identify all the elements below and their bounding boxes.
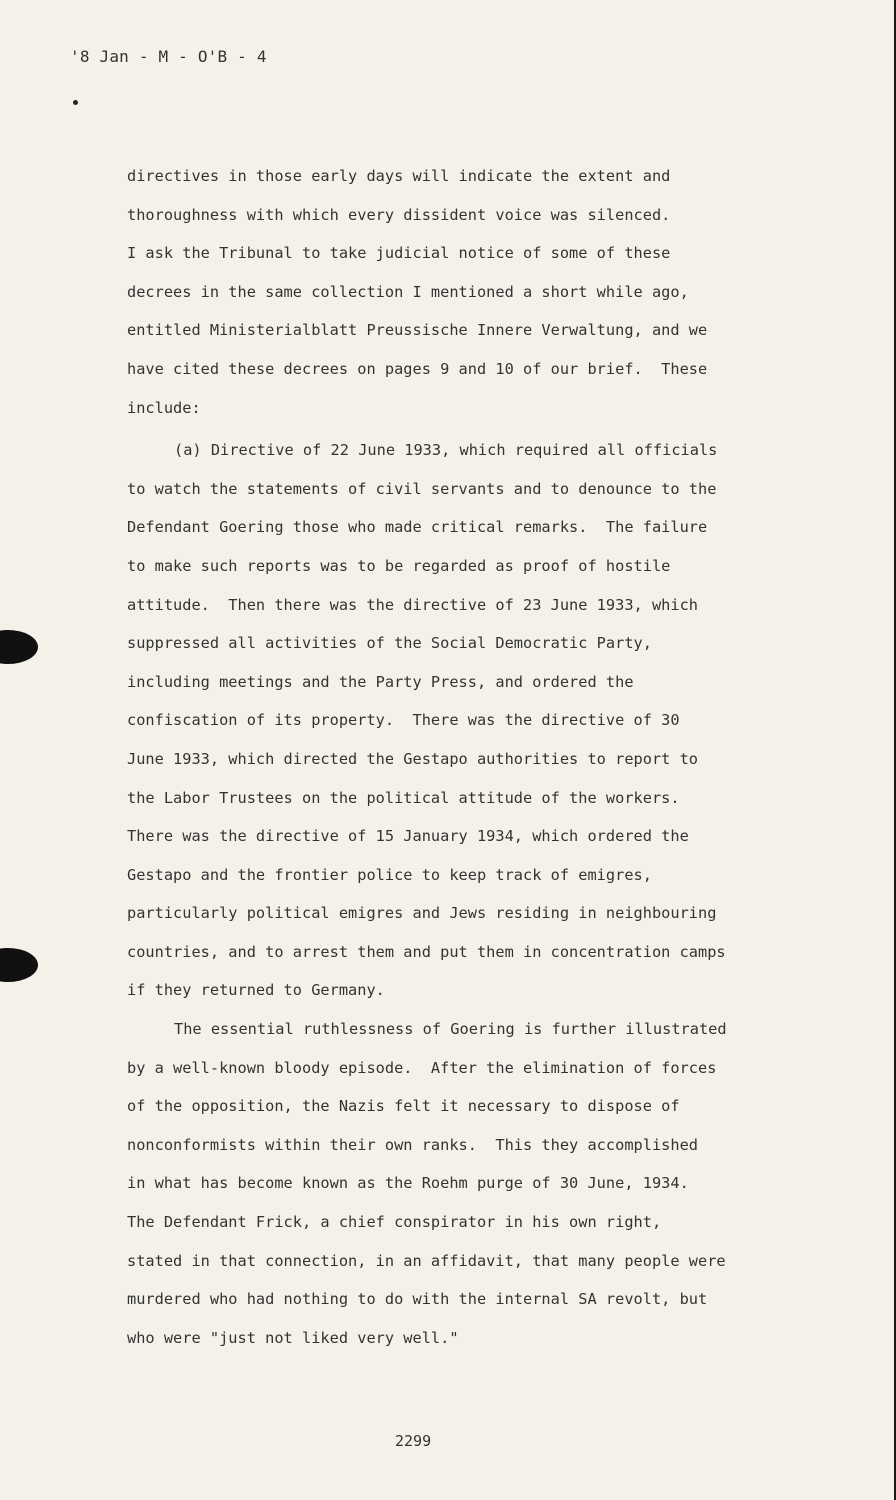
text-line: particularly political emigres and Jews residing in neighbouring bbox=[127, 904, 717, 923]
text-line: attitude. Then there was the directive of 23 June 1933, which bbox=[127, 595, 698, 614]
punch-hole-bottom bbox=[0, 948, 38, 982]
text-line: the Labor Trustees on the political attitude of the workers. bbox=[127, 788, 680, 807]
text-line: nonconformists within their own ranks. This they accomplished bbox=[127, 1135, 698, 1154]
text-line: I ask the Tribunal to take judicial notice of some of these bbox=[127, 244, 671, 263]
text-line: murdered who had nothing to do with the internal SA revolt, but bbox=[127, 1290, 708, 1309]
punch-hole-top bbox=[0, 630, 38, 664]
text-line: The Defendant Frick, a chief conspirator in his own right, bbox=[127, 1213, 662, 1232]
page-header: '8 Jan - M - O'B - 4 bbox=[70, 47, 267, 66]
text-line: June 1933, which directed the Gestapo authorities to report to bbox=[127, 749, 698, 768]
page-number: 2299 bbox=[395, 1432, 432, 1450]
text-line: to make such reports was to be regarded as proof of hostile bbox=[127, 556, 671, 575]
text-line: confiscation of its property. There was the directive of 30 bbox=[127, 711, 680, 730]
body-text bbox=[127, 157, 787, 1357]
text-line: who were "just not liked very well." bbox=[127, 1328, 459, 1347]
text-line: The essential ruthlessness of Goering is further illustrated bbox=[174, 1020, 727, 1039]
text-line: suppressed all activities of the Social Democratic Party, bbox=[127, 634, 652, 653]
text-line: countries, and to arrest them and put them in concentration camps bbox=[127, 942, 726, 961]
text-line: in what has become known as the Roehm purge of 30 June, 1934. bbox=[127, 1174, 689, 1193]
text-line: Gestapo and the frontier police to keep track of emigres, bbox=[127, 865, 652, 884]
text-line: by a well-known bloody episode. After the elimination of forces bbox=[127, 1058, 717, 1077]
text-line: including meetings and the Party Press, and ordered the bbox=[127, 672, 634, 691]
text-line: if they returned to Germany. bbox=[127, 981, 385, 1000]
text-line: stated in that connection, in an affidavit, that many people were bbox=[127, 1251, 726, 1270]
text-line: entitled Ministerialblatt Preussische Innere Verwaltung, and we bbox=[127, 321, 708, 340]
text-line: of the opposition, the Nazis felt it necessary to dispose of bbox=[127, 1097, 680, 1116]
text-line: decrees in the same collection I mentioned a short while ago, bbox=[127, 282, 689, 301]
text-line: There was the directive of 15 January 1934, which ordered the bbox=[127, 827, 689, 846]
text-line: have cited these decrees on pages 9 and 10 of our brief. These bbox=[127, 359, 708, 378]
margin-dot bbox=[73, 100, 78, 105]
text-line: to watch the statements of civil servants and to denounce to the bbox=[127, 479, 717, 498]
text-line: directives in those early days will indicate the extent and bbox=[127, 167, 671, 185]
text-line: thoroughness with which every dissident voice was silenced. bbox=[127, 205, 671, 224]
text-line: include: bbox=[127, 398, 201, 417]
text-line: Defendant Goering those who made critical remarks. The failure bbox=[127, 518, 708, 537]
text-line: (a) Directive of 22 June 1933, which required all officials bbox=[174, 441, 718, 460]
